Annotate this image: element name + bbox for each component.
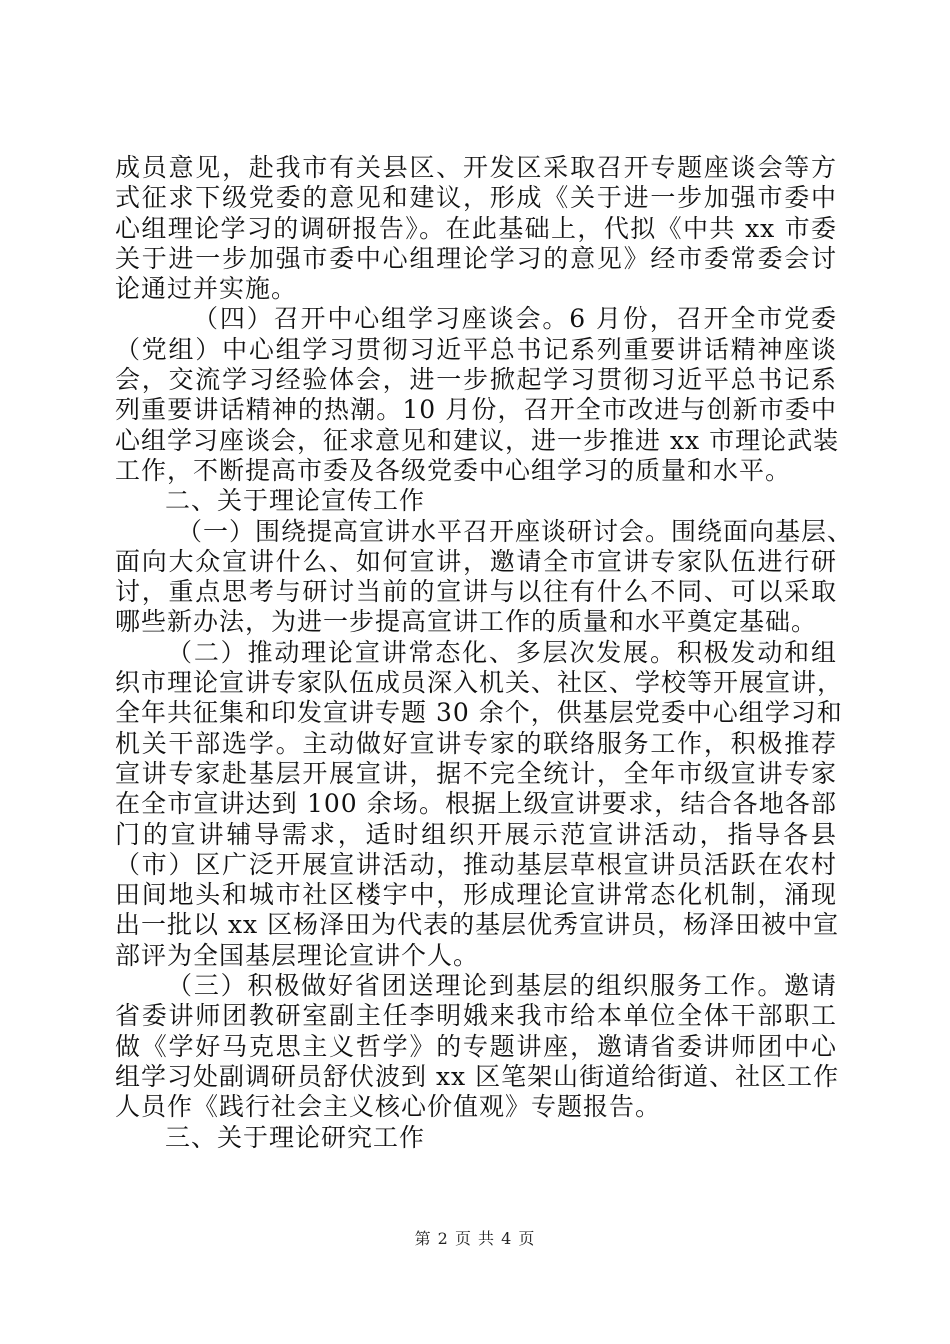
text-line: （三）积极做好省团送理论到基层的组织服务工作。邀请 — [167, 971, 837, 1001]
section-heading: 二、关于理论宣传工作 — [165, 486, 426, 516]
text-line: 会，交流学习经验体会，进一步掀起学习贯彻习近平总书记系 — [115, 365, 837, 395]
text-line: 列重要讲话精神的热潮。10 月份，召开全市改进与创新市委中 — [115, 395, 837, 425]
text-line: 讨，重点思考与研讨当前的宣讲与以往有什么不同、可以采取 — [115, 577, 837, 607]
text-line: 工作，不断提高市委及各级党委中心组学习的质量和水平。 — [115, 455, 792, 485]
text-line: 组学习处副调研员舒伏波到 xx 区笔架山街道给街道、社区工作 — [115, 1061, 840, 1091]
text-line: 论通过并实施。 — [115, 274, 298, 304]
text-line: （市）区广泛开展宣讲活动，推动基层草根宣讲员活跃在农村 — [115, 849, 837, 879]
page-footer: 第 2 页 共 4 页 — [414, 1229, 536, 1248]
text-line: 出一批以 xx 区杨泽田为代表的基层优秀宣讲员，杨泽田被中宣 — [115, 910, 840, 940]
text-line: 机关干部选学。主动做好宣讲专家的联络服务工作，积极推荐 — [115, 728, 837, 758]
text-line: 成员意见，赴我市有关县区、开发区采取召开专题座谈会等方 — [115, 153, 837, 182]
text-line: 田间地头和城市社区楼宇中，形成理论宣讲常态化机制，涌现 — [115, 880, 837, 910]
text-line: 门的宣讲辅导需求，适时组织开展示范宣讲活动，指导各县 — [115, 819, 837, 849]
text-line: 哪些新办法，为进一步提高宣讲工作的质量和水平奠定基础。 — [115, 607, 818, 637]
text-line: （一）围绕提高宣讲水平召开座谈研讨会。围绕面向基层、 — [177, 516, 854, 546]
section-heading: 三、关于理论研究工作 — [165, 1122, 426, 1152]
text-line: 在全市宣讲达到 100 余场。根据上级宣讲要求，结合各地各部 — [115, 789, 837, 819]
text-line: 心组学习座谈会，征求意见和建议，进一步推进 xx 市理论武装 — [115, 425, 840, 455]
document-body — [115, 153, 854, 1153]
text-line: 人员作《践行社会主义核心价值观》专题报告。 — [115, 1092, 662, 1122]
text-line: 做《学好马克思主义哲学》的专题讲座，邀请省委讲师团中心 — [115, 1031, 837, 1061]
text-line: 心组理论学习的调研报告》。在此基础上，代拟《中共 xx 市委 — [115, 213, 837, 243]
text-line: 宣讲专家赴基层开展宣讲，据不完全统计，全年市级宣讲专家 — [115, 758, 837, 788]
text-line: 式征求下级党委的意见和建议，形成《关于进一步加强市委中 — [115, 183, 837, 213]
text-line: 面向大众宣讲什么、如何宣讲，邀请全市宣讲专家队伍进行研 — [115, 546, 837, 576]
text-line: 全年共征集和印发宣讲专题 30 余个，供基层党委中心组学习和 — [115, 698, 843, 728]
text-line: （四）召开中心组学习座谈会。6 月份，召开全市党委 — [193, 304, 837, 334]
text-line: 省委讲师团教研室副主任李明娥来我市给本单位全体干部职工 — [115, 1001, 837, 1031]
text-line: 关于进一步加强市委中心组理论学习的意见》经市委常委会讨 — [115, 243, 837, 273]
text-line: （党组）中心组学习贯彻习近平总书记系列重要讲话精神座谈 — [115, 334, 837, 364]
text-line: 部评为全国基层理论宣讲个人。 — [115, 940, 480, 970]
text-line: 织市理论宣讲专家队伍成员深入机关、社区、学校等开展宣讲， — [115, 668, 844, 698]
text-line: （二）推动理论宣讲常态化、多层次发展。积极发动和组 — [167, 637, 837, 667]
